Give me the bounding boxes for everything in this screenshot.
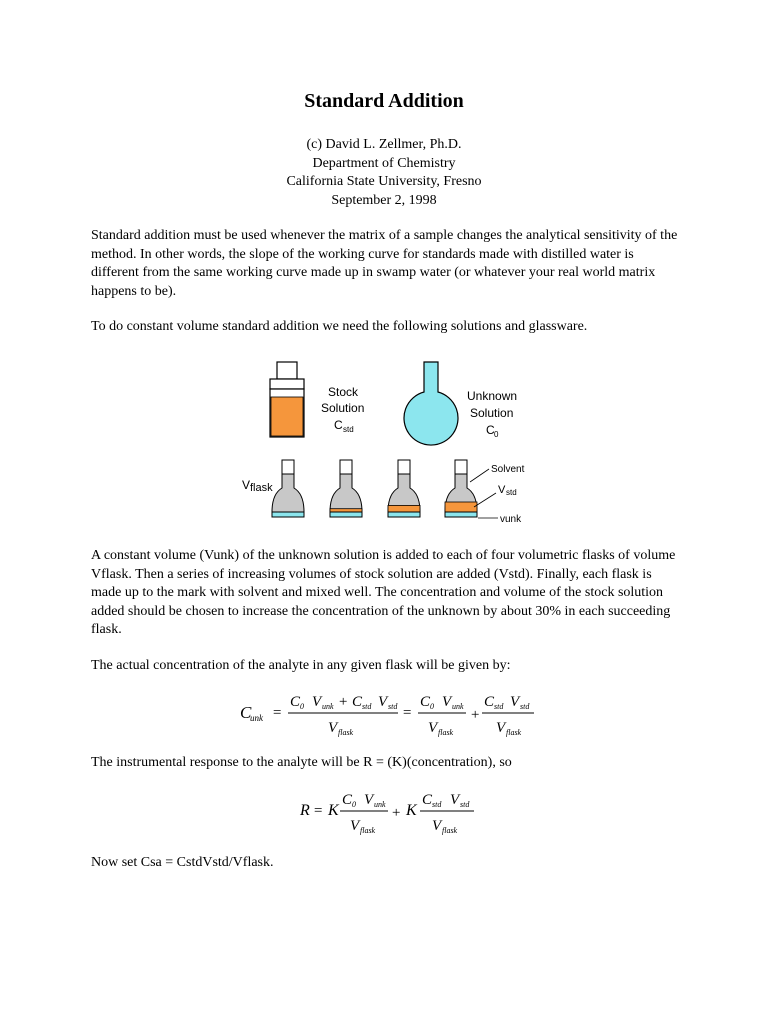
unknown-label-c: C [486, 423, 495, 437]
page-title: Standard Addition [304, 90, 464, 112]
paragraph-csa: Now set Csa = CstdVstd/Vflask. [91, 855, 274, 870]
vstd-label: V [498, 484, 506, 496]
flask-neck [340, 460, 352, 474]
eq1-c0-sub: 0 [300, 702, 304, 711]
flask-unknown-layer [272, 512, 304, 517]
volumetric-flask [272, 460, 304, 517]
eq2-vunk: V [364, 792, 374, 808]
paragraph-intro: Standard addition must be used whenever the matrix of a sample changes the analytical sensitivity of the method. In other words, the slope of the working curve for standards made with distilled water is different from the same working curve made up in swamp water (or whatever your real world matrix happens to be). [91, 228, 678, 299]
eq2-r: R [300, 802, 310, 819]
eq1-plus-2: + [470, 707, 481, 723]
eq2-vstd: V [450, 792, 460, 808]
eq2-k-2: K [406, 802, 417, 819]
paragraph-solutions: To do constant volume standard addition we need the following solutions and glassware. [91, 319, 588, 334]
byline-date: September 2, 1998 [331, 192, 437, 208]
byline-university: California State University, Fresno [286, 174, 482, 189]
volumetric-flask [388, 460, 420, 517]
flask-unknown-layer [330, 512, 362, 517]
volumetric-flask [445, 460, 477, 517]
stock-bottle [270, 362, 304, 437]
eq1-lhs-sub: unk [250, 713, 263, 723]
flask-neck [455, 460, 467, 474]
byline [0, 136, 768, 210]
eq2-cstd: C [422, 792, 433, 808]
eq1-vflask-2-sub: flask [438, 728, 454, 737]
eq1-cstd-b-sub: std [494, 702, 504, 711]
flask-neck [282, 460, 294, 474]
eq1-vstd: V [378, 694, 388, 710]
eq1-equals-1: = [272, 705, 283, 721]
eq1-vstd-b-sub: std [520, 702, 530, 711]
equation-response [298, 786, 478, 838]
eq1-vunk-sub: unk [322, 702, 334, 711]
eq1-c0-b-sub: 0 [430, 702, 434, 711]
eq2-cstd-sub: std [432, 800, 442, 809]
eq1-vstd-sub: std [388, 702, 398, 711]
eq1-vunk: V [312, 694, 322, 710]
eq1-vunk-b: V [442, 694, 452, 710]
eq2-vflask-2: V [432, 818, 442, 834]
volumetric-flask-row [272, 460, 477, 517]
glassware-figure [230, 352, 550, 532]
eq1-c0: C [290, 694, 301, 710]
eq2-c0: C [342, 792, 353, 808]
solvent-pointer [470, 469, 489, 482]
volumetric-flask [330, 460, 362, 517]
flask-unknown-layer [388, 512, 420, 517]
eq1-vunk-b-sub: unk [452, 702, 464, 711]
flask-stock-layer [445, 502, 477, 512]
eq1-c0-b: C [420, 694, 431, 710]
eq1-equals-2: = [402, 705, 413, 721]
flask-neck [398, 460, 410, 474]
stock-label-line1: Stock [328, 385, 359, 399]
eq1-plus-1: + [338, 694, 349, 710]
eq1-cstd: C [352, 694, 363, 710]
vflask-label: V [242, 478, 251, 492]
byline-copyright: (c) David L. Zellmer, Ph.D. [306, 137, 462, 152]
unknown-label-line1: Unknown [467, 389, 518, 403]
stock-label-sub: std [343, 425, 354, 434]
eq1-cstd-b: C [484, 694, 495, 710]
stock-label-line2: Solution [321, 401, 365, 415]
eq1-vflask-3: V [496, 720, 506, 736]
eq1-vflask-1-sub: flask [338, 728, 354, 737]
unknown-label-line2: Solution [470, 406, 514, 420]
eq2-equals: = [313, 803, 324, 819]
byline-department: Department of Chemistry [312, 155, 456, 171]
eq2-vflask-2-sub: flask [442, 826, 458, 835]
eq2-vstd-sub: std [460, 800, 470, 809]
solvent-label: Solvent [491, 464, 525, 475]
flask-stock-layer [388, 505, 420, 512]
eq1-lhs: C [240, 703, 252, 722]
stock-label-c: C [334, 418, 343, 432]
eq2-plus: + [391, 805, 402, 821]
eq1-vflask-2: V [428, 720, 438, 736]
paragraph-response: The instrumental response to the analyte will be R = (K)(concentration), so [91, 755, 512, 770]
vstd-label-sub: std [506, 488, 517, 497]
eq1-cstd-sub: std [362, 702, 372, 711]
equation-concentration [238, 688, 538, 740]
vunk-label: vunk [500, 514, 522, 525]
eq2-c0-sub: 0 [352, 800, 356, 809]
eq2-k-1: K [328, 802, 339, 819]
eq2-vunk-sub: unk [374, 800, 386, 809]
eq2-vflask-1-sub: flask [360, 826, 376, 835]
paragraph-concentration: The actual concentration of the analyte in any given flask will be given by: [91, 658, 511, 673]
paragraph-procedure: A constant volume (Vunk) of the unknown solution is added to each of four volumetric flasks of volume Vflask. Then a series of increasing volumes of stock solution are added (Vstd). Finally, each flask is made up to the mark with solvent and mixed well. The concentration and volume of the stock solution added should be chosen to increase the concentration of the unknown by about 30% in each succeeding flask. [91, 548, 676, 637]
unknown-label-sub: 0 [494, 430, 499, 439]
vstd-pointer [474, 493, 496, 507]
eq2-vflask-1: V [350, 818, 360, 834]
flask-unknown-layer [445, 512, 477, 517]
eq1-vflask-1: V [328, 720, 338, 736]
vflask-label-sub: flask [250, 482, 273, 494]
eq1-vflask-3-sub: flask [506, 728, 522, 737]
unknown-flask [404, 362, 458, 445]
eq1-vstd-b: V [510, 694, 520, 710]
